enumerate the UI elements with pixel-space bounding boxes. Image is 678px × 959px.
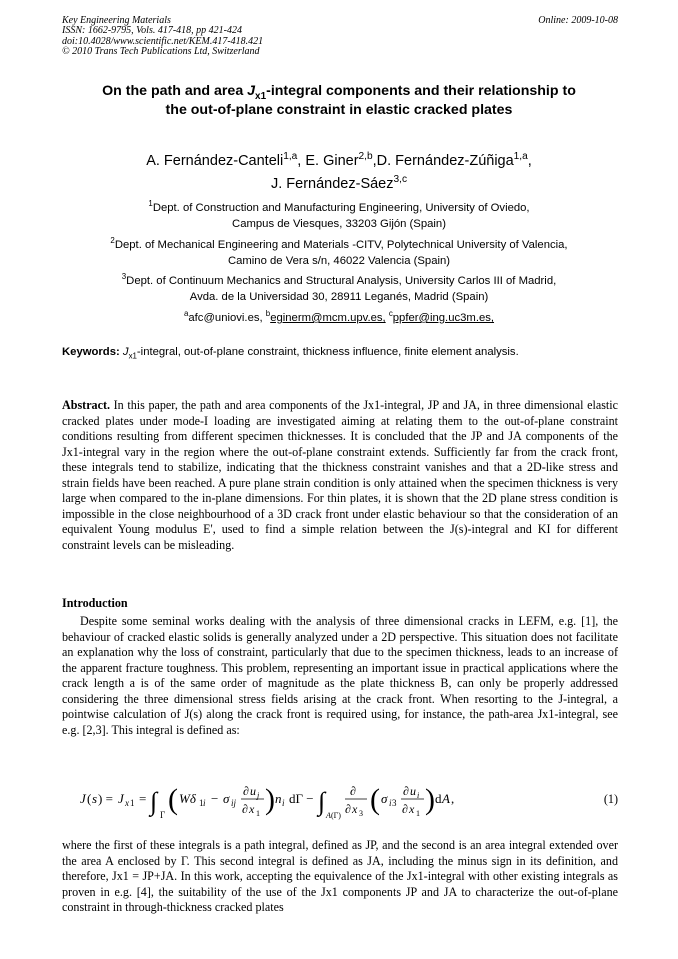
- svg-text:i: i: [203, 798, 206, 808]
- svg-text:σ: σ: [381, 791, 388, 806]
- svg-text:i: i: [389, 798, 392, 808]
- author-1: A. Fernández-Canteli: [146, 153, 284, 169]
- copyright-line: © 2010 Trans Tech Publications Ltd, Switzerland: [62, 45, 260, 57]
- affiliation-line: Dept. of Construction and Manufacturing Engineering, University of Oviedo,: [152, 202, 530, 214]
- email-sup: b: [265, 309, 271, 319]
- svg-text:3: 3: [359, 809, 363, 818]
- affiliation-sup: 2: [110, 236, 115, 246]
- keywords-text: -integral, out-of-plane constraint, thickness influence, finite element analysis.: [136, 346, 519, 358]
- svg-text:j: j: [257, 791, 260, 800]
- title-part1: On the path and area: [102, 83, 248, 99]
- svg-text:∂: ∂: [402, 802, 408, 816]
- email-line: [40, 310, 638, 326]
- svg-text:(Γ): (Γ): [331, 811, 341, 820]
- svg-text:∂: ∂: [242, 802, 248, 816]
- abstract-text: In this paper, the path and area components of the Jx1-integral, JP and JA, in three dimensional elastic cracked plates under mode-I loading are investigated aiming at relating them to the out-of-plane constraint conditions resulting from different specimen thicknesses. It is concluded that the JP and JA components of the Jx1-integral vary in the region where the out-of-plane constraint extends. Sufficiently far from the crack front, these integrals tend to stabilize, indicating that the thickness constraint vanishes and that a 2D-like stress and strain fields have been reached. A pure plane strain condition is only attained when the specimen thickness is very large when compared to the in-plane dimensions. For thin plates, it is shown that the 2D plane stress condition is impossible in the close neighbourhood of a 3D crack front under elastic behaviour so that the consideration of an equivalent Young modulus E', used to find a simple relation between the J(s)-integral and KI for different constraint levels can be misleading.: [62, 398, 618, 552]
- svg-text:x: x: [409, 802, 415, 816]
- svg-text:∂: ∂: [403, 784, 409, 798]
- author-1-sup: 1,a: [283, 151, 298, 163]
- affiliation-sup: 3: [121, 272, 127, 282]
- title-part2: -integral components and their relationship to: [266, 83, 576, 99]
- affiliation-line: Campus de Viesques, 33203 Gijón (Spain): [232, 218, 446, 230]
- author-sep: ,: [372, 153, 377, 169]
- svg-text:A: A: [442, 791, 450, 806]
- equation-graphic: [80, 773, 580, 829]
- issn-line: ISSN: 1662-9795, Vols. 417-418, pp 421-424: [62, 25, 242, 37]
- paper-title: [40, 82, 638, 120]
- svg-text:i: i: [417, 791, 420, 800]
- author-3-sup: 1,a: [513, 151, 528, 163]
- affiliation-line: Avda. de la Universidad 30, 28911 Leganés, Madrid (Spain): [189, 291, 489, 303]
- svg-text:−: −: [211, 791, 219, 806]
- doi-line: doi:10.4028/www.scientific.net/KEM.417-418.421: [62, 35, 264, 47]
- abstract: [62, 398, 618, 553]
- svg-text:Wδ: Wδ: [179, 791, 196, 806]
- keywords-label: Keywords:: [62, 346, 120, 358]
- svg-text:∫: ∫: [150, 787, 158, 816]
- affiliation-sup: 1: [148, 199, 153, 209]
- journal-name: Key Engineering Materials: [62, 15, 171, 26]
- svg-text:(: (: [370, 783, 380, 816]
- svg-text:J: J: [80, 791, 86, 806]
- author-4-sup: 3,c: [393, 174, 408, 186]
- email-sup: c: [388, 309, 393, 319]
- svg-text:x: x: [125, 798, 129, 808]
- journal-header: [62, 16, 618, 57]
- affiliation-line: Dept. of Mechanical Engineering and Materials -CITV, Polytechnical University of Valencia,: [114, 239, 568, 251]
- author-3: D. Fernández-Zúñiga: [376, 153, 514, 169]
- svg-text:=: =: [139, 791, 147, 806]
- svg-text:A: A: [326, 811, 331, 820]
- affiliation-line: Dept. of Continuum Mechanics and Structural Analysis, University Carlos III of Madrid,: [126, 275, 557, 287]
- svg-text:1: 1: [199, 798, 204, 808]
- svg-text:1: 1: [416, 809, 420, 818]
- affiliation-3: [40, 273, 638, 305]
- title-line2: the out-of-plane constraint in elastic cracked plates: [165, 102, 513, 118]
- svg-text:s: s: [92, 791, 98, 806]
- affiliation-1: [40, 200, 638, 232]
- svg-text:(: (: [87, 791, 92, 806]
- svg-text:∂: ∂: [345, 802, 351, 816]
- online-date: Online: 2009-10-08: [538, 15, 618, 26]
- email-a[interactable]: afc@uniovi.es,: [188, 312, 263, 324]
- section-heading-introduction: Introduction: [62, 596, 128, 610]
- title-j-sub: x1: [255, 90, 267, 102]
- svg-text:∫: ∫: [318, 787, 326, 816]
- svg-text:n: n: [275, 791, 282, 806]
- svg-text:,: ,: [451, 791, 455, 806]
- author-2-sup: 2,b: [358, 151, 373, 163]
- svg-text:(: (: [168, 783, 178, 816]
- svg-text:1: 1: [130, 798, 135, 808]
- svg-text:u: u: [410, 784, 416, 798]
- svg-text:1: 1: [256, 809, 260, 818]
- svg-text:σ: σ: [223, 791, 230, 806]
- svg-text:d: d: [435, 791, 442, 806]
- title-j: J: [247, 83, 256, 99]
- svg-text:u: u: [250, 784, 256, 798]
- intro-paragraph-1: Despite some seminal works dealing with the analysis of three dimensional cracks in LEFM, e.g. [1], the behaviour of cracked elastic solids is generally analyzed under a 2D perspective. This situation does not facilitate an explanation why the loss of constraint, particularly that due to the specimen thickness, leads to an increase of the apparent fracture toughness. This problem, representing an important issue in practical applications where the crack length a is of the same order of magnitude as the plate thickness B, can only be properly addressed considering the three dimensional stress fields arising at the crack front. When resorting to the J-integral, a pointwise calculation of J(s) along the crack front is required using, for instance, the path-area Jx1-integral, see e.g. [2,3]. This integral is defined as:: [62, 614, 618, 737]
- intro-paragraph-2: where the first of these integrals is a path integral, defined as JP, and the second is an area integral extended over the area A enclosed by Γ. This second integral is defined as JA, including the minus sign in its definition, and therefore, Jx1 = JP+JA. In this work, accepting the equivalence of the Jx1-integral with other existing integrals as proven in e.g. [4], the suitability of the use of the Jx1 components JP and JA to characterize the out-of-plane constraint in through-thickness cracked plates: [62, 838, 618, 914]
- svg-text:dΓ −: dΓ −: [289, 791, 314, 806]
- svg-text:i: i: [282, 798, 285, 808]
- keywords: [62, 345, 618, 360]
- equation-1: [62, 773, 618, 829]
- svg-text:): ): [265, 783, 275, 816]
- svg-text:): ): [425, 783, 435, 816]
- svg-text:J: J: [118, 791, 124, 806]
- email-b[interactable]: eginerm@mcm.upv.es,: [270, 312, 386, 324]
- author-4: J. Fernández-Sáez: [270, 176, 394, 192]
- svg-text:ij: ij: [231, 798, 237, 808]
- author-sep: ,: [527, 153, 532, 169]
- svg-text:3: 3: [392, 798, 397, 808]
- author-list: [40, 150, 638, 196]
- svg-text:∂: ∂: [350, 784, 356, 798]
- author-sep: ,: [297, 153, 306, 169]
- keywords-j-sub: x1: [128, 351, 137, 361]
- email-c[interactable]: ppfer@ing.uc3m.es,: [392, 312, 495, 324]
- svg-text:x: x: [352, 802, 358, 816]
- svg-text:x: x: [249, 802, 255, 816]
- equation-number: (1): [603, 792, 618, 806]
- svg-text:) =: ) =: [98, 791, 113, 806]
- svg-text:Γ: Γ: [160, 810, 166, 820]
- author-2: E. Giner: [305, 153, 359, 169]
- abstract-label: Abstract.: [62, 398, 111, 412]
- svg-text:∂: ∂: [243, 784, 249, 798]
- email-sup: a: [183, 309, 189, 319]
- keywords-j: J: [122, 346, 129, 358]
- affiliation-line: Camino de Vera s/n, 46022 Valencia (Spain): [227, 255, 451, 267]
- affiliation-2: [40, 237, 638, 269]
